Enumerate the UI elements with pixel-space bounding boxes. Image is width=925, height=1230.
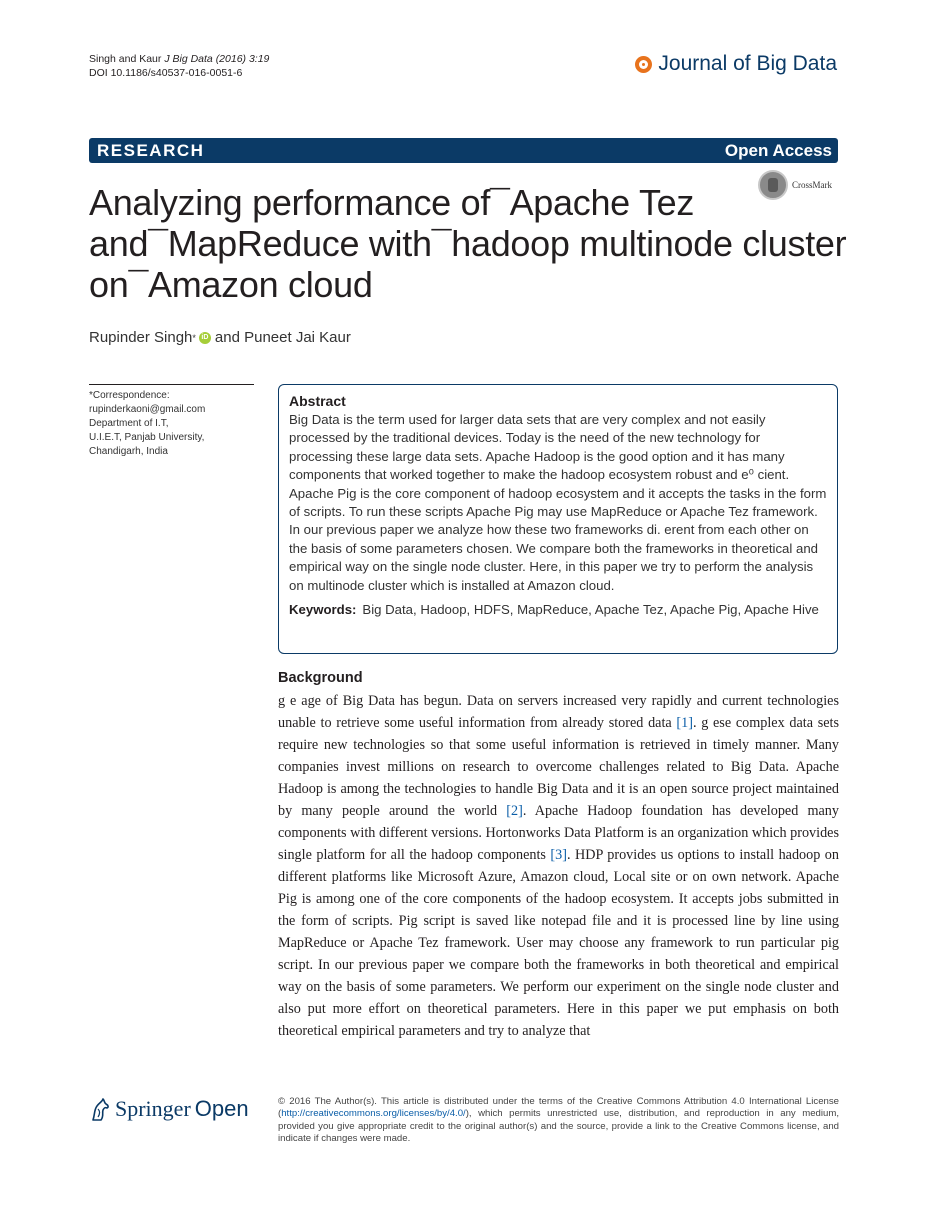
abstract-box: [278, 384, 838, 654]
citation-line: [89, 52, 269, 66]
corresponding-mark: *: [192, 332, 196, 343]
journal-name: Journal of Big Data: [658, 52, 837, 75]
abstract-text: Big Data is the term used for larger data sets that are very complex and not easily processed by the traditional devices. Today is the need of the new technology for processing these large data sets. Apache Hadoop is the good option and it has many components that worked together to make the hadoop ecosystem robust and e⁰ cient. Apache Pig is the core component of hadoop ecosystem and it accepts the tasks in the form of scripts. To run these scripts Apache Pig may use MapReduce or Apache Tez framework. In our previous paper we analyze how these two frameworks di. erent from each other on the basis of some parameters chosen. We compare both the frameworks in theoretical and empirical way on the single node cluster. Here, in this paper we try to perform the analysis on multinode cluster which is installed at Amazon cloud.: [289, 412, 827, 593]
author-list: [89, 329, 351, 346]
doi[interactable]: DOI 10.1186/s40537-016-0051-6: [89, 67, 243, 79]
reference-link[interactable]: [3]: [550, 847, 567, 863]
keywords: [289, 601, 827, 619]
author-name[interactable]: Rupinder Singh: [89, 329, 193, 346]
journal-brand[interactable]: [635, 52, 837, 76]
background-text: . Apache Hadoop foundation has developed many components with different versions. Hortonworks Data Platform is an organization which provides single platform for all the hadoop components: [278, 803, 839, 863]
reference-link[interactable]: [2]: [506, 803, 523, 819]
license-text: ), which permits unrestricted use, distribution, and reproduction in any medium, provided you give appropriate credit to the original author(s) and the source, provide a link to the Creative Commons license, and indicate if changes were made.: [278, 1108, 839, 1145]
reference-link[interactable]: [1]: [676, 715, 693, 731]
correspondence-block: [89, 384, 254, 459]
crossmark-label: CrossMark: [792, 180, 832, 190]
license-link[interactable]: http://creativecommons.org/licenses/by/4.0/: [281, 1108, 466, 1120]
affiliation-line: U.I.E.T, Panjab University,: [89, 432, 205, 443]
correspondence-email[interactable]: rupinderkaoni@gmail.com: [89, 404, 206, 415]
orcid-icon[interactable]: iD: [199, 332, 211, 344]
background-text: g e age of Big Data has begun. Data on servers increased very rapidly and current technologies unable to retrieve some useful information from already stored data: [278, 693, 839, 731]
springer-horse-icon: [89, 1096, 111, 1122]
citation-authors: Singh and Kaur: [89, 53, 162, 65]
license-notice: [278, 1096, 839, 1146]
journal-logo-icon: [635, 56, 652, 73]
publisher-suffix: Open: [194, 1096, 249, 1121]
license-text: © 2016 The Author(s). This article is distributed under the terms of the Creative Commons Attribution 4.0 International License (: [278, 1096, 839, 1120]
author-name-rest: and Puneet Jai Kaur: [214, 329, 351, 346]
background-paragraph: [278, 690, 839, 1042]
article-title: [89, 182, 849, 305]
citation-journal: J Big Data: [164, 53, 213, 65]
article-type-label: RESEARCH: [97, 140, 205, 160]
publisher-name: Springer: [115, 1096, 191, 1121]
citation-volume: (2016) 3:19: [215, 53, 270, 65]
open-access-label: Open Access: [724, 140, 832, 160]
keywords-label: Keywords:: [289, 602, 357, 618]
title-line: Analyzing performance of¯Apache Tez: [89, 182, 695, 223]
background-text: . g ese complex data sets require new technologies so that some useful information is retrieved in timely manner. Many companies invest millions on research to overcome challenges related to Big Data. Apache Hadoop is among the technologies to handle Big Data and it is an open source project maintained by many people around the world: [278, 715, 839, 819]
affiliation-line: Department of I.T,: [89, 418, 169, 429]
citation-block: [89, 52, 269, 80]
background-text: . HDP provides us options to install hadoop on different platforms like Microsoft Azure, Amazon cloud, Local site or on own network. Apache Pig is among one of the core components of the hadoop ecosystem. It accepts jobs submitted in the form of scripts. Pig script is saved like notepad file and it is processed line by line using MapReduce or Apache Tez framework. User may choose any framework to run particular pig script. In our previous paper we compare both the frameworks in both theoretical and empirical way on the basis of some parameters. We perform our experiment on the single node cluster and also put more effort on theoretical parameters. Here in this paper we put emphasis on both theoretical empirical parameters and try to analyze that: [278, 847, 839, 1039]
publisher-logo[interactable]: [89, 1096, 249, 1122]
correspondence-label: *Correspondence:: [89, 390, 170, 401]
title-line: and¯MapReduce with¯hadoop multinode cluster: [89, 223, 847, 264]
article-type-banner: [89, 138, 838, 163]
keywords-list: Big Data, Hadoop, HDFS, MapReduce, Apache Tez, Apache Pig, Apache Hive: [362, 602, 819, 618]
affiliation-line: Chandigarh, India: [89, 446, 168, 457]
abstract-heading: Abstract: [289, 393, 346, 409]
background-heading: Background: [278, 670, 363, 686]
title-line: on¯Amazon cloud: [89, 264, 373, 305]
